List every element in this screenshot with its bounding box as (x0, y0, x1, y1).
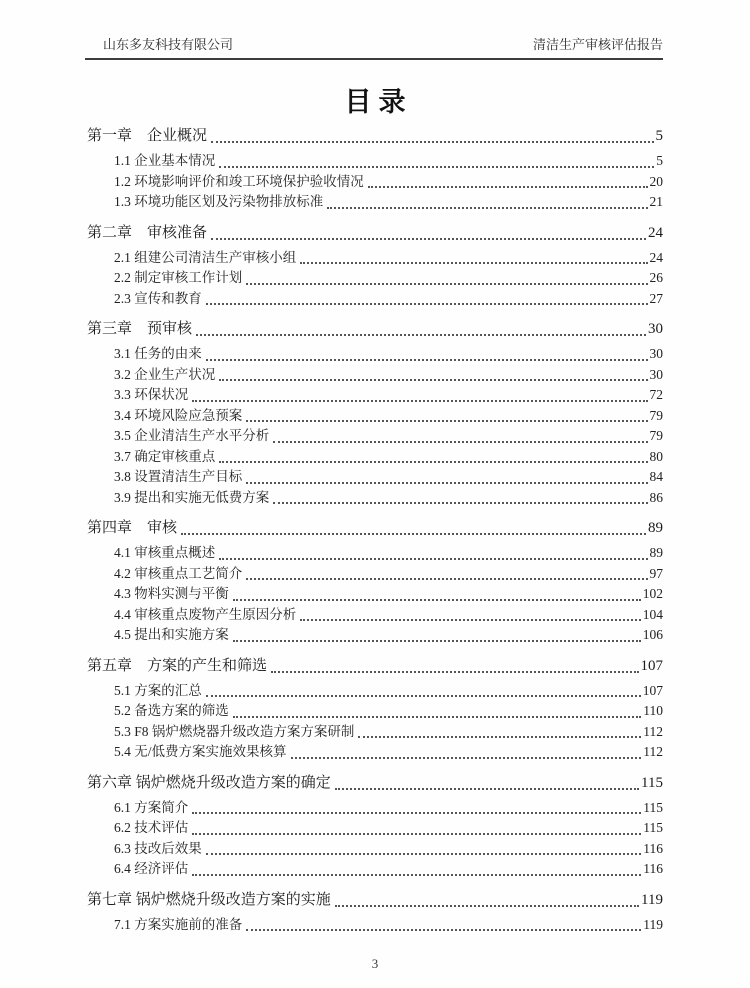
entry-label: 3.7 确定审核重点 (114, 448, 216, 464)
entry-page-number: 26 (649, 270, 663, 285)
entry-page-number: 5 (656, 153, 663, 168)
page-footer (0, 956, 750, 972)
entry-page-number: 106 (642, 627, 663, 642)
dot-leader (246, 406, 647, 423)
page-header (85, 34, 663, 60)
entry-label: 1.1 企业基本情况 (114, 153, 216, 168)
entry-label: 6.3 技改后效果 (114, 840, 202, 856)
dot-leader (335, 772, 639, 790)
toc-chapter-row (87, 889, 663, 911)
dot-leader (206, 344, 648, 361)
toc-item-row (87, 365, 663, 386)
entry-page-number: 116 (643, 861, 663, 876)
toc-item-row (87, 289, 663, 310)
dot-leader (206, 839, 642, 856)
dot-leader (233, 701, 642, 718)
dot-leader (211, 125, 653, 143)
entry-label: 3.2 企业生产状况 (114, 366, 216, 382)
entry-page-number: 20 (649, 173, 663, 189)
entry-label: 第二章 审核准备 (87, 224, 208, 241)
toc-item-row (87, 742, 663, 763)
table-of-contents (87, 125, 663, 935)
entry-label: 4.5 提出和实施方案 (114, 627, 229, 642)
entry-label: 3.1 任务的由来 (114, 346, 202, 361)
dot-leader (192, 798, 641, 815)
entry-page-number: 110 (643, 703, 663, 718)
toc-item-row (87, 172, 663, 193)
entry-label: 6.2 技术评估 (114, 820, 189, 835)
entry-label: 3.3 环保状况 (114, 387, 189, 402)
entry-label: 第三章 预审核 (87, 321, 193, 337)
entry-page-number: 79 (649, 428, 663, 443)
toc-item-row (87, 839, 663, 860)
dot-leader (273, 488, 647, 505)
entry-label: 3.8 设置清洁生产目标 (114, 469, 243, 484)
entry-page-number: 30 (649, 346, 663, 361)
entry-label: 2.2 制定审核工作计划 (114, 270, 243, 285)
entry-page-number: 119 (643, 916, 663, 932)
dot-leader (206, 289, 648, 306)
entry-page-number: 97 (649, 565, 663, 581)
entry-page-number: 5 (655, 128, 663, 144)
toc-title: 目录 (344, 87, 413, 117)
dot-leader (246, 564, 647, 581)
entry-page-number: 24 (648, 224, 663, 241)
entry-label: 6.4 经济评估 (114, 861, 189, 876)
toc-item-row (87, 605, 663, 626)
entry-label: 5.4 无/低费方案实施效果核算 (114, 744, 287, 759)
entry-page-number: 107 (642, 682, 663, 698)
toc-item-row (87, 385, 663, 406)
dot-leader (196, 318, 646, 336)
toc-chapter-row (87, 318, 663, 340)
entry-label: 2.3 宣传和教育 (114, 290, 202, 306)
toc-item-row (87, 818, 663, 839)
dot-leader (246, 467, 647, 484)
toc-item-row (87, 564, 663, 585)
dot-leader (300, 605, 641, 622)
dot-leader (327, 192, 647, 209)
toc-item-row (87, 467, 663, 488)
entry-label: 4.1 审核重点概述 (114, 545, 216, 560)
toc-item-row (87, 543, 663, 564)
dot-leader (246, 268, 647, 285)
toc-item-row (87, 681, 663, 702)
entry-page-number: 27 (649, 290, 663, 306)
dot-leader (273, 426, 647, 443)
dot-leader (192, 818, 641, 835)
toc-item-row (87, 192, 663, 213)
dot-leader (246, 915, 641, 932)
entry-page-number: 104 (642, 606, 663, 622)
entry-label: 4.3 物料实测与平衡 (114, 586, 229, 601)
toc-item-row (87, 447, 663, 468)
entry-page-number: 84 (649, 469, 663, 484)
toc-chapter-row (87, 772, 663, 794)
entry-label: 第一章 企业概况 (87, 128, 208, 144)
toc-chapter-row (87, 125, 663, 147)
toc-chapter-row (87, 655, 663, 677)
entry-label: 5.2 备选方案的筛选 (114, 703, 229, 718)
dot-leader (206, 681, 641, 698)
entry-page-number: 24 (649, 249, 663, 265)
toc-item-row (87, 426, 663, 447)
toc-item-row (87, 406, 663, 427)
entry-label: 3.5 企业清洁生产水平分析 (114, 428, 270, 443)
footer-page-number: 3 (371, 956, 379, 971)
entry-page-number: 102 (642, 586, 663, 601)
entry-label: 第六章 锅炉燃烧升级改造方案的确定 (87, 774, 331, 791)
entry-label: 3.9 提出和实施无低费方案 (114, 489, 270, 505)
toc-item-row (87, 268, 663, 289)
entry-label: 5.1 方案的汇总 (114, 682, 202, 698)
entry-page-number: 30 (648, 321, 663, 337)
entry-page-number: 79 (649, 407, 663, 423)
toc-chapter-row (87, 222, 663, 244)
dot-leader (335, 889, 639, 907)
entry-label: 4.4 审核重点废物产生原因分析 (114, 606, 297, 622)
header-report-title: 清洁生产审核评估报告 (532, 37, 663, 52)
header-company-name: 山东多友科技有限公司 (103, 37, 234, 52)
entry-page-number: 115 (643, 799, 663, 815)
toc-item-row (87, 584, 663, 605)
entry-page-number: 72 (649, 387, 663, 402)
dot-leader (192, 385, 647, 402)
entry-label: 2.1 组建公司清洁生产审核小组 (114, 249, 297, 265)
toc-item-row (87, 248, 663, 269)
entry-label: 6.1 方案简介 (114, 799, 189, 815)
dot-leader (219, 543, 647, 560)
dot-leader (271, 655, 638, 673)
entry-label: 第四章 审核 (87, 520, 178, 536)
entry-label: 第七章 锅炉燃烧升级改造方案的实施 (87, 891, 331, 908)
entry-label: 5.3 F8 锅炉燃烧器升级改造方案方案研制 (114, 723, 355, 739)
entry-page-number: 80 (649, 448, 663, 464)
dot-leader (368, 172, 648, 189)
entry-label: 7.1 方案实施前的准备 (114, 916, 243, 932)
toc-item-row (87, 798, 663, 819)
entry-label: 第五章 方案的产生和筛选 (87, 657, 268, 674)
dot-leader (300, 248, 647, 265)
dot-leader (219, 447, 647, 464)
toc-item-row (87, 344, 663, 365)
toc-item-row (87, 859, 663, 880)
toc-item-row (87, 488, 663, 509)
entry-page-number: 21 (649, 194, 663, 209)
entry-label: 3.4 环境风险应急预案 (114, 407, 243, 423)
entry-page-number: 89 (648, 520, 663, 536)
toc-item-row (87, 151, 663, 172)
entry-page-number: 86 (649, 489, 663, 505)
dot-leader (219, 151, 654, 168)
toc-item-row (87, 625, 663, 646)
entry-page-number: 107 (640, 657, 663, 674)
entry-page-number: 115 (643, 820, 663, 835)
entry-page-number: 112 (643, 723, 663, 739)
toc-chapter-row (87, 517, 663, 539)
dot-leader (233, 584, 641, 601)
entry-page-number: 30 (649, 366, 663, 382)
toc-item-row (87, 722, 663, 743)
dot-leader (192, 859, 641, 876)
entry-label: 4.2 审核重点工艺简介 (114, 565, 243, 581)
dot-leader (358, 722, 641, 739)
dot-leader (181, 517, 646, 535)
dot-leader (291, 742, 642, 759)
toc-item-row (87, 915, 663, 936)
entry-page-number: 112 (643, 744, 663, 759)
entry-page-number: 115 (641, 774, 663, 791)
entry-label: 1.3 环境功能区划及污染物排放标准 (114, 194, 324, 209)
dot-leader (233, 625, 641, 642)
entry-label: 1.2 环境影响评价和竣工环境保护验收情况 (114, 173, 364, 189)
entry-page-number: 119 (641, 891, 663, 908)
entry-page-number: 89 (649, 545, 663, 560)
toc-item-row (87, 701, 663, 722)
entry-page-number: 116 (643, 840, 663, 856)
dot-leader (219, 365, 647, 382)
dot-leader (211, 222, 646, 240)
